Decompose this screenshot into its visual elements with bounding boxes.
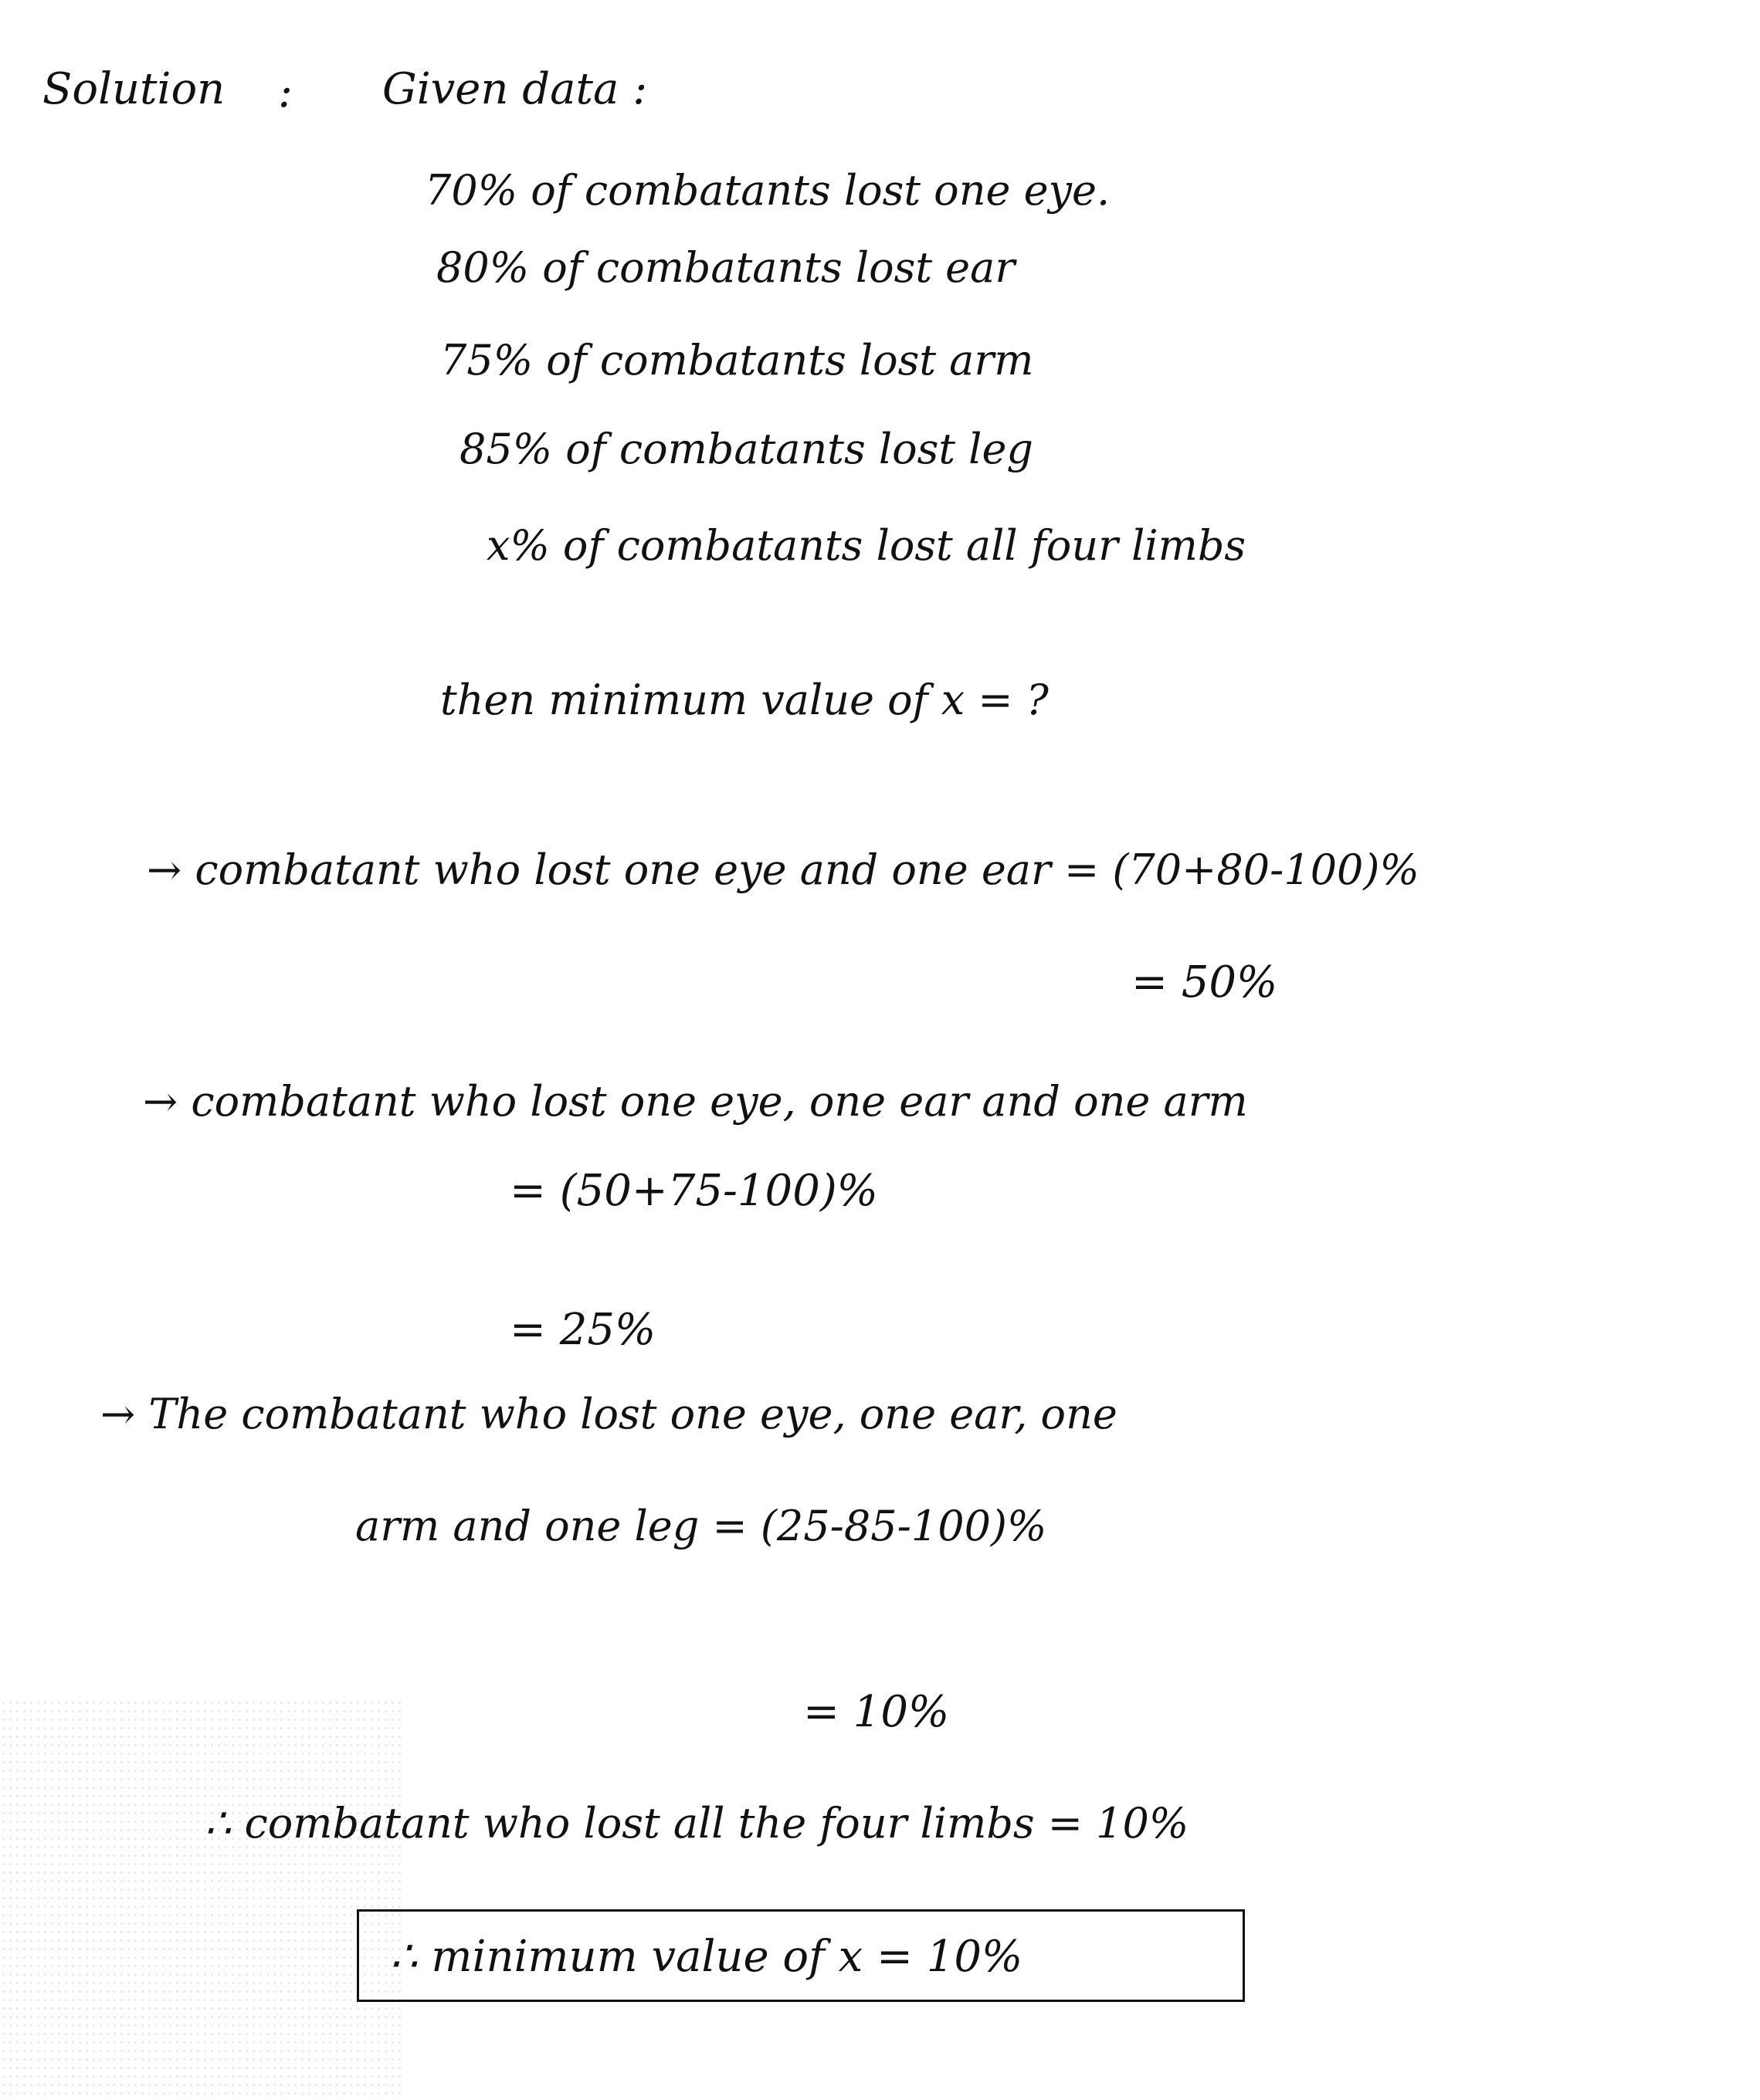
step2-label: → combatant who lost one eye, one ear and one arm	[143, 1077, 1248, 1126]
step1-label: → combatant who lost one eye and one ear = (70+80-100)%	[147, 845, 1419, 894]
solution-colon: :	[278, 67, 293, 117]
final-answer-box	[357, 1909, 1245, 2002]
given-line-eye: 70% of combatants lost one eye.	[425, 166, 1111, 215]
step3-label-continued: arm and one leg = (25-85-100)%	[355, 1502, 1047, 1550]
final-answer-text: ∴ minimum value of x = 10%	[390, 1932, 1023, 1982]
step1-result: = 50%	[1131, 957, 1278, 1008]
given-line-arm: 75% of combatants lost arm	[440, 336, 1034, 384]
paper-speckle-texture	[0, 1699, 402, 2100]
step2-result: = 25%	[510, 1305, 656, 1355]
given-line-ear: 80% of combatants lost ear	[436, 243, 1016, 292]
given-line-all-limbs: x% of combatants lost all four limbs	[487, 521, 1246, 570]
given-line-leg: 85% of combatants lost leg	[459, 425, 1033, 473]
step3-result: = 10%	[803, 1687, 950, 1737]
solution-label: Solution	[42, 64, 226, 114]
conclusion-line: ∴ combatant who lost all the four limbs = 10%	[205, 1799, 1189, 1848]
given-data-label: Given data :	[382, 64, 648, 114]
step2-expression: = (50+75-100)%	[510, 1166, 878, 1216]
step3-label: → The combatant who lost one eye, one ear, one	[100, 1390, 1117, 1438]
question-line: then minimum value of x = ?	[440, 676, 1049, 724]
